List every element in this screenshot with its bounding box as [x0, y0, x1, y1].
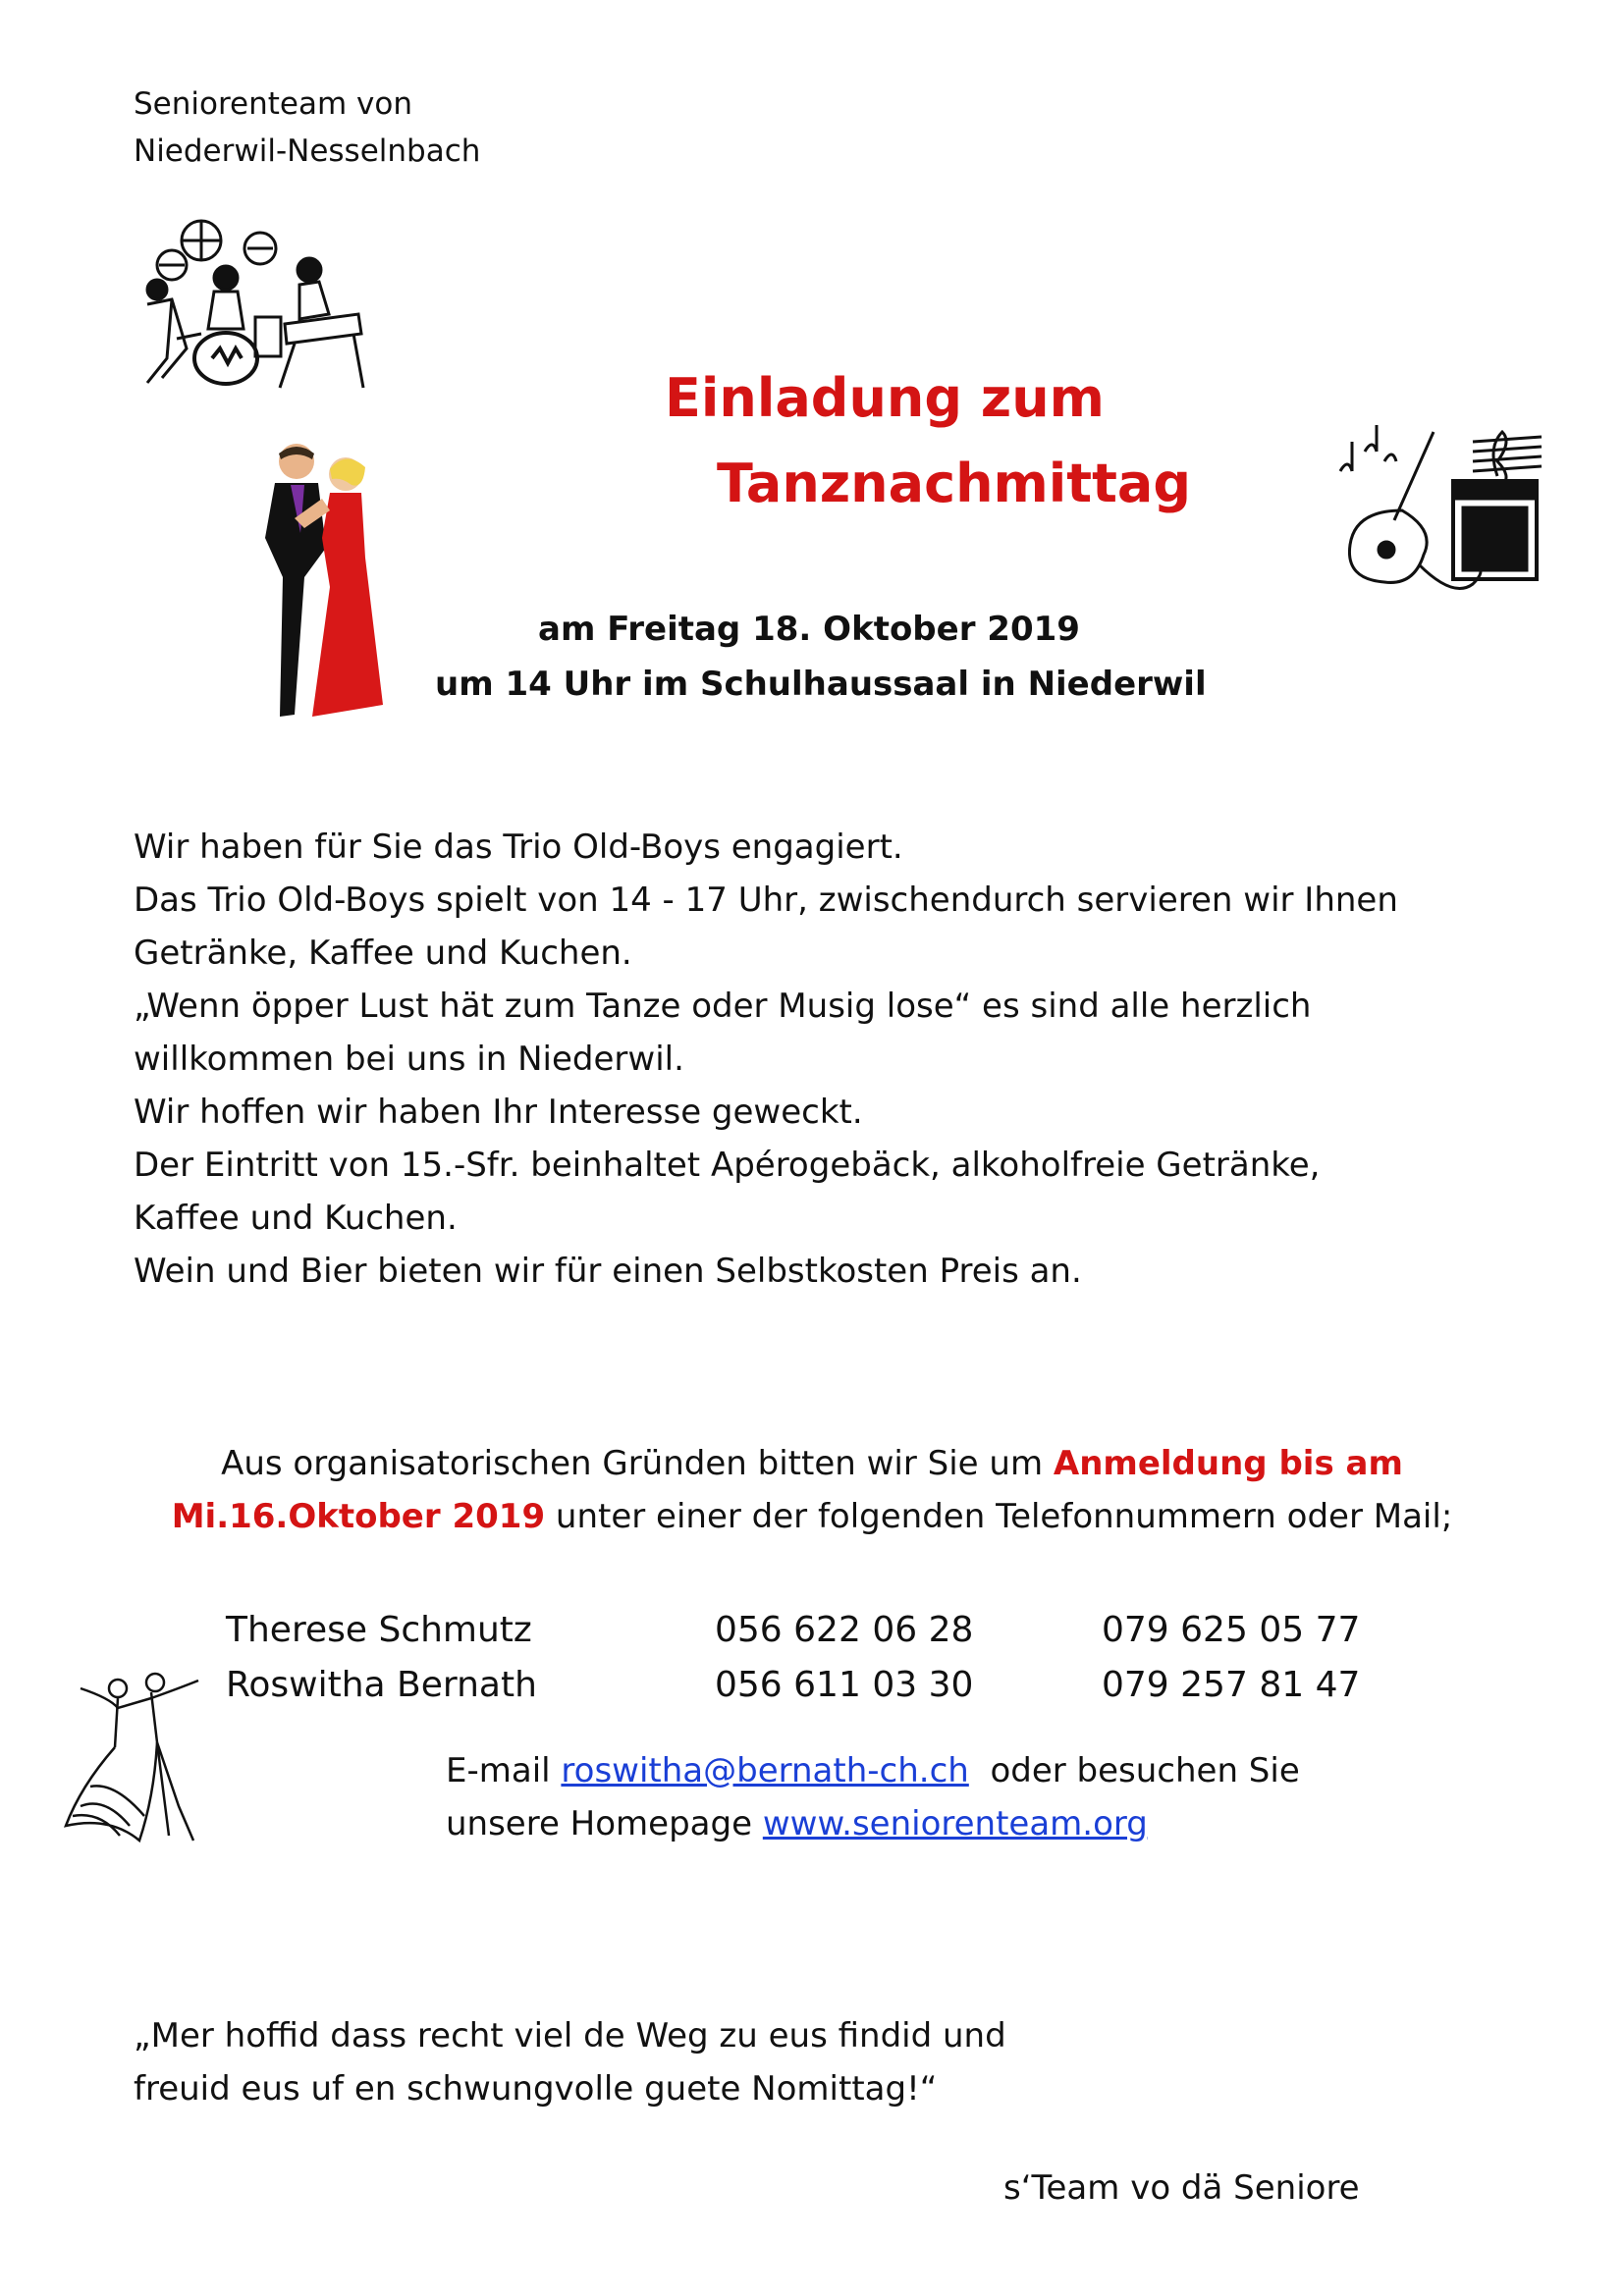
contact-mobile: 079 625 05 77 [1102, 1610, 1361, 1650]
email-link[interactable]: roswitha@bernath-ch.ch [561, 1751, 969, 1790]
contact-links [446, 1744, 1300, 1850]
event-date: am Freitag 18. Oktober 2019 [538, 610, 1080, 649]
band-clipart-icon [118, 211, 373, 398]
signup-text: unter einer der folgenden Telefonnummern oder Mail; [545, 1497, 1453, 1536]
org-line-1: Seniorenteam von [134, 86, 412, 122]
contact-phone: 056 611 03 30 [715, 1665, 974, 1705]
contact-mobile: 079 257 81 47 [1102, 1665, 1361, 1705]
organisation-name [134, 80, 480, 175]
body-line: Das Trio Old-Boys spielt von 14 - 17 Uhr, zwischendurch servieren wir Ihnen [134, 881, 1398, 920]
closing-line-1: „Mer hoffid dass recht viel de Weg zu eus findid und [134, 2016, 1006, 2056]
signup-line-1 [134, 1437, 1490, 1490]
contact-name: Therese Schmutz [226, 1610, 532, 1650]
mail-text: oder besuchen Sie [968, 1751, 1300, 1790]
dancing-couple-icon [236, 440, 412, 724]
mail-label: E-mail [446, 1751, 562, 1790]
homepage-line [446, 1797, 1300, 1850]
signature: s‘Team vo dä Seniore [1003, 2168, 1360, 2208]
body-line: Wein und Bier bieten wir für einen Selbstkosten Preis an. [134, 1252, 1082, 1291]
guitar-amp-icon [1326, 417, 1551, 604]
body-line: Wir hoffen wir haben Ihr Interesse geweckt. [134, 1093, 863, 1132]
body-line: Getränke, Kaffee und Kuchen. [134, 934, 632, 973]
contact-name: Roswitha Bernath [226, 1665, 537, 1705]
body-text [134, 821, 1398, 1298]
signup-notice [134, 1437, 1490, 1543]
title-line-1: Einladung zum [665, 367, 1105, 429]
body-line: Kaffee und Kuchen. [134, 1199, 458, 1238]
body-line: Wir haben für Sie das Trio Old-Boys engagiert. [134, 828, 903, 867]
org-line-2: Niederwil-Nesselnbach [134, 133, 481, 169]
body-line: willkommen bei uns in Niederwil. [134, 1040, 684, 1079]
signup-deadline-date: Mi.16.Oktober 2019 [171, 1497, 546, 1536]
signup-line-2 [134, 1490, 1490, 1543]
ballroom-dancers-icon [61, 1669, 218, 1845]
signup-deadline-label: Anmeldung bis am [1053, 1444, 1403, 1483]
title-line-2: Tanznachmittag [717, 453, 1192, 514]
body-line: „Wenn öpper Lust hät zum Tanze oder Musig lose“ es sind alle herzlich [134, 987, 1312, 1026]
homepage-label: unsere Homepage [446, 1804, 763, 1843]
mail-line [446, 1744, 1300, 1797]
body-line: Der Eintritt von 15.-Sfr. beinhaltet Apérogebäck, alkoholfreie Getränke, [134, 1146, 1321, 1185]
homepage-link[interactable]: www.seniorenteam.org [762, 1804, 1148, 1843]
contact-phone: 056 622 06 28 [715, 1610, 974, 1650]
signup-text: Aus organisatorischen Gründen bitten wir Sie um [221, 1444, 1054, 1483]
event-place: um 14 Uhr im Schulhaussaal in Niederwil [435, 665, 1207, 704]
closing-quote [134, 2009, 1006, 2115]
closing-line-2: freuid eus uf en schwungvolle guete Nomittag!“ [134, 2069, 938, 2109]
